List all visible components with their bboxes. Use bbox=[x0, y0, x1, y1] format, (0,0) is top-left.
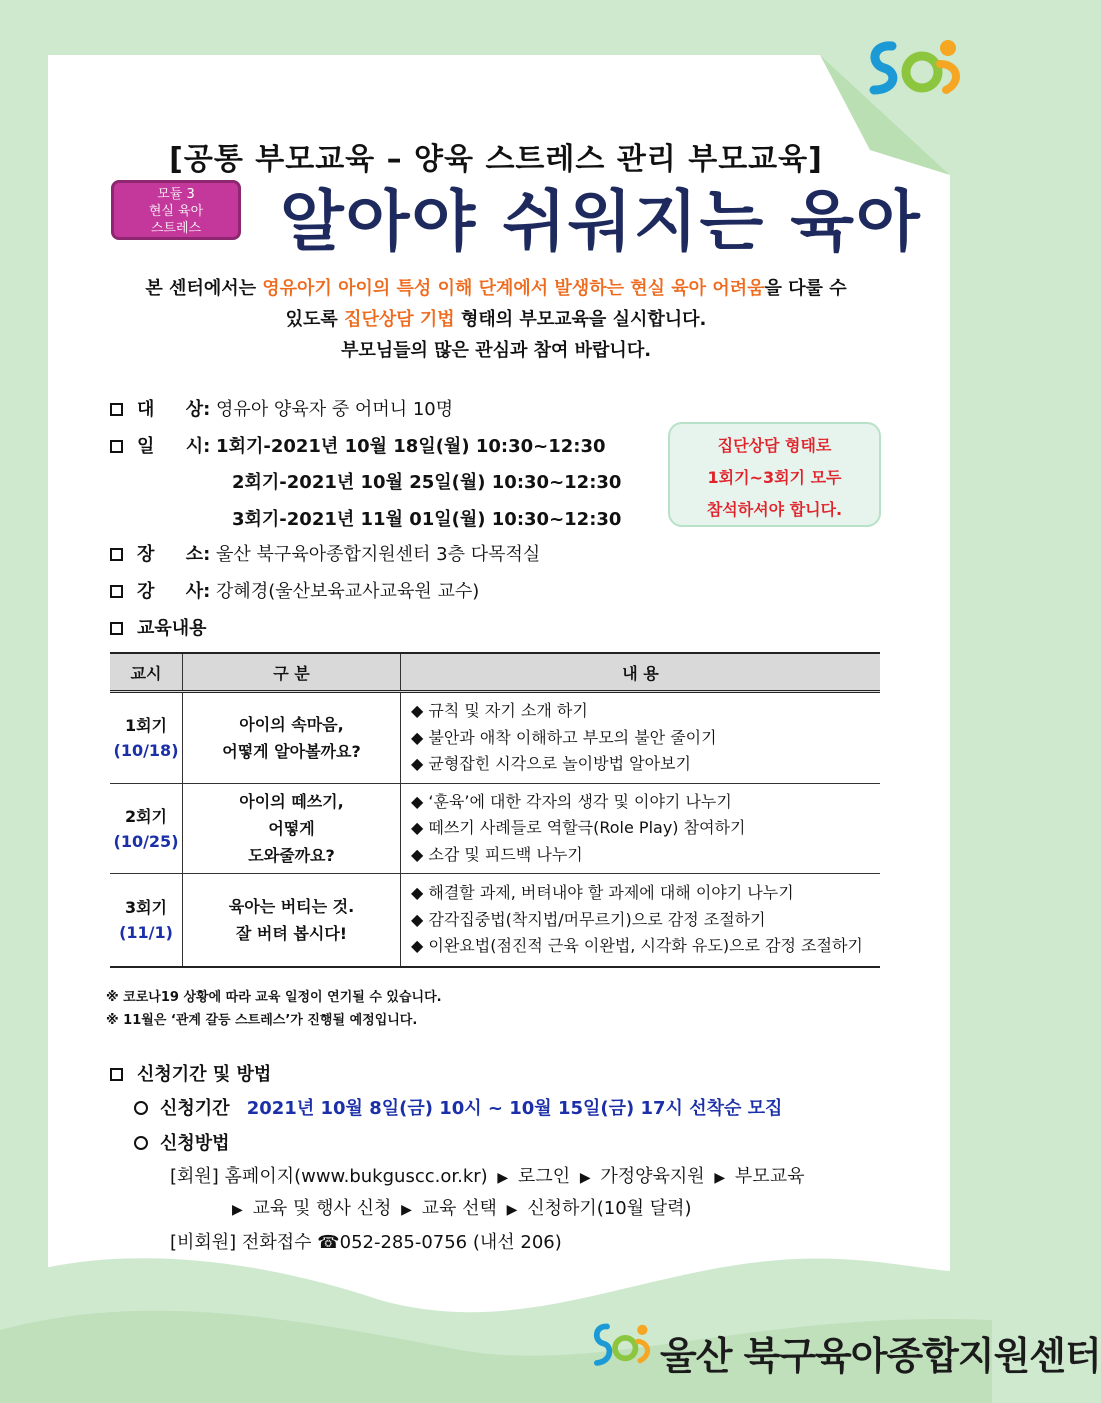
period-label: 신청기간 bbox=[160, 1098, 230, 1119]
schedule-item: 2회기-2021년 10월 25일(월) 10:30~12:30 bbox=[232, 472, 622, 493]
session-date: (10/18) bbox=[113, 741, 179, 760]
method-label: 신청방법 bbox=[160, 1133, 230, 1154]
category-line: 잘 버텨 봅시다! bbox=[235, 923, 348, 943]
module-badge-line: 스트레스 bbox=[150, 221, 202, 236]
target-label: 대 상: bbox=[137, 399, 211, 420]
place-value: 울산 북구육아종합지원센터 3층 다목적실 bbox=[216, 544, 541, 565]
arrow-right-icon: ▶ bbox=[497, 1170, 509, 1186]
education-table bbox=[110, 652, 880, 968]
checkbox-square-icon bbox=[110, 440, 123, 453]
apply-title-text: 신청기간 및 방법 bbox=[137, 1064, 272, 1085]
main-heading: [공통 부모교육 – 양육 스트레스 관리 부모교육] bbox=[169, 142, 823, 177]
category-line: 아이의 떼쓰기, bbox=[239, 792, 344, 811]
checkbox-square-icon bbox=[110, 622, 123, 635]
item-text: 소감 및 피드백 나누기 bbox=[428, 844, 583, 864]
member-step: 부모교육 bbox=[734, 1166, 805, 1187]
session-cell bbox=[110, 874, 183, 967]
table-row bbox=[110, 692, 880, 784]
item-text: 해결할 과제, 버텨내야 할 과제에 대해 이야기 나누기 bbox=[428, 883, 794, 902]
period-value: 2021년 10월 8일(금) 10시 ~ 10월 15일(금) 17시 선착순 모집 bbox=[246, 1098, 783, 1119]
checkbox-square-icon bbox=[110, 403, 123, 416]
schedule-item: 3회기-2021년 11월 01일(월) 10:30~12:30 bbox=[232, 509, 622, 530]
center-logo-icon bbox=[590, 1318, 656, 1376]
item-text: 불안과 애착 이해하고 부모의 불안 줄이기 bbox=[428, 727, 717, 747]
session-cell bbox=[110, 692, 183, 784]
category-line: 도와줄까요? bbox=[248, 846, 335, 865]
notice-line: 1회기~3회기 모두 bbox=[707, 468, 842, 487]
list-item: ◆ 이완요법(점진적 근육 이완법, 시각화 유도)으로 감정 조절하기 bbox=[411, 936, 863, 955]
date-row bbox=[110, 432, 606, 458]
item-text: 떼쓰기 사례들로 역할극(Role Play) 참여하기 bbox=[428, 818, 746, 838]
intro-line-3: 부모님들의 많은 관심과 참여 바랍니다. bbox=[340, 340, 652, 361]
lecturer-label: 강 사: bbox=[137, 581, 211, 602]
table-header: 내 용 bbox=[401, 653, 881, 692]
category-line: 육아는 버티는 것. bbox=[228, 896, 355, 916]
notice-line: 참석하셔야 합니다. bbox=[706, 500, 843, 519]
category-cell bbox=[183, 692, 401, 784]
intro-highlight: 집단상담 기법 bbox=[344, 309, 455, 330]
notice-line: 집단상담 형태로 bbox=[717, 436, 832, 455]
nonmember-method-line: [비회원] 전화접수 ☎052-285-0756 (내선 206) bbox=[170, 1232, 562, 1253]
intro-text: 을 다룰 수 bbox=[764, 278, 847, 299]
content-label: 교육내용 bbox=[137, 618, 207, 639]
table-header-row bbox=[110, 653, 880, 692]
session-number: 1회기 bbox=[124, 716, 168, 735]
category-line: 어떻게 알아볼까요? bbox=[222, 742, 361, 761]
intro-text: 형태의 부모교육을 실시합니다. bbox=[454, 309, 707, 330]
list-item: ◆ 균형잡힌 시각으로 놀이방법 알아보기 bbox=[411, 754, 691, 774]
circle-bullet-icon bbox=[134, 1101, 148, 1115]
footer-center-name: 울산 북구육아종합지원센터 bbox=[660, 1334, 1101, 1378]
arrow-right-icon: ▶ bbox=[579, 1170, 591, 1186]
category-cell bbox=[183, 784, 401, 874]
item-text: 이완요법(점진적 근육 이완법, 시각화 유도)으로 감정 조절하기 bbox=[428, 936, 863, 955]
session-number: 2회기 bbox=[124, 806, 168, 826]
member-step: 교육 및 행사 신청 bbox=[252, 1198, 392, 1219]
intro-line-2 bbox=[0, 305, 992, 331]
member-step: [회원] 홈페이지(www.bukguscc.or.kr) bbox=[170, 1166, 488, 1187]
apply-period-row bbox=[134, 1094, 782, 1120]
item-text: 규칙 및 자기 소개 하기 bbox=[428, 701, 588, 721]
member-step: 가정양육지원 bbox=[600, 1166, 705, 1187]
intro-text: 본 센터에서는 bbox=[145, 278, 263, 299]
member-step: 교육 선택 bbox=[421, 1198, 497, 1219]
content-cell bbox=[401, 692, 881, 784]
intro-line-1 bbox=[0, 274, 992, 300]
apply-section-title bbox=[110, 1060, 271, 1086]
list-item: ◆ 소감 및 피드백 나누기 bbox=[411, 844, 583, 864]
date-label: 일 시: bbox=[137, 436, 211, 457]
list-item: ◆ 떼쓰기 사례들로 역할극(Role Play) 참여하기 bbox=[411, 818, 746, 838]
category-cell bbox=[183, 874, 401, 967]
place-label: 장 소: bbox=[137, 544, 211, 565]
content-row bbox=[110, 614, 207, 640]
list-item: ◆ 규칙 및 자기 소개 하기 bbox=[411, 701, 588, 721]
module-badge bbox=[111, 180, 241, 240]
session-cell bbox=[110, 784, 183, 874]
member-step: 로그인 bbox=[517, 1166, 571, 1187]
arrow-right-icon: ▶ bbox=[506, 1202, 518, 1218]
member-step: 신청하기(10월 달력) bbox=[527, 1198, 692, 1219]
schedule-item: 1회기-2021년 10월 18일(월) 10:30~12:30 bbox=[216, 436, 606, 457]
target-value: 영유아 양육자 중 어머니 10명 bbox=[216, 399, 454, 420]
intro-highlight: 영유아기 아이의 특성 이해 단계에서 발생하는 현실 육아 어려움 bbox=[262, 278, 765, 299]
module-badge-line: 현실 육아 bbox=[148, 204, 204, 219]
intro-text: 있도록 bbox=[285, 309, 345, 330]
module-badge-line: 모듈 3 bbox=[157, 187, 195, 202]
table-row bbox=[110, 784, 880, 874]
checkbox-square-icon bbox=[110, 1068, 123, 1081]
big-title: 알아야 쉬워지는 육아 bbox=[280, 183, 922, 260]
table-row bbox=[110, 874, 880, 967]
session-date: (10/25) bbox=[113, 831, 179, 851]
arrow-right-icon: ▶ bbox=[401, 1202, 412, 1218]
list-item: ◆ 감각집중법(착지법/머무르기)으로 감정 조절하기 bbox=[411, 909, 766, 929]
list-item: ◆ 해결할 과제, 버텨내야 할 과제에 대해 이야기 나누기 bbox=[411, 883, 794, 902]
list-item: ◆ ‘훈육’에 대한 각자의 생각 및 이야기 나누기 bbox=[411, 791, 732, 811]
center-logo-icon bbox=[862, 34, 978, 104]
notice-box bbox=[668, 422, 881, 527]
checkbox-square-icon bbox=[110, 585, 123, 598]
table-header: 구 분 bbox=[183, 653, 401, 692]
lecturer-value: 강혜경(울산보육교사교육원 교수) bbox=[216, 581, 480, 602]
arrow-right-icon: ▶ bbox=[714, 1170, 726, 1186]
content-cell bbox=[401, 784, 881, 874]
place-row bbox=[110, 540, 540, 566]
member-method-line-2 bbox=[228, 1194, 692, 1220]
item-text: 감각집중법(착지법/머무르기)으로 감정 조절하기 bbox=[428, 909, 766, 929]
note-line: ※ 코로나19 상황에 따라 교육 일정이 연기될 수 있습니다. bbox=[106, 990, 442, 1005]
apply-method-row bbox=[134, 1129, 230, 1155]
table-header: 교시 bbox=[110, 653, 183, 692]
member-method-line bbox=[170, 1162, 804, 1188]
category-line: 어떻게 bbox=[268, 819, 315, 838]
item-text: 균형잡힌 시각으로 놀이방법 알아보기 bbox=[428, 754, 691, 774]
circle-bullet-icon bbox=[134, 1136, 148, 1150]
category-line: 아이의 속마음, bbox=[239, 715, 344, 734]
content-cell bbox=[401, 874, 881, 967]
target-row bbox=[110, 395, 453, 421]
session-date: (11/1) bbox=[119, 922, 173, 942]
list-item: ◆ 불안과 애착 이해하고 부모의 불안 줄이기 bbox=[411, 727, 717, 747]
session-number: 3회기 bbox=[124, 897, 168, 917]
arrow-right-icon: ▶ bbox=[232, 1202, 243, 1218]
checkbox-square-icon bbox=[110, 548, 123, 561]
item-text: ‘훈육’에 대한 각자의 생각 및 이야기 나누기 bbox=[428, 791, 732, 811]
lecturer-row bbox=[110, 577, 479, 603]
note-line: ※ 11월은 ‘관계 갈등 스트레스’가 진행될 예정입니다. bbox=[106, 1013, 418, 1028]
